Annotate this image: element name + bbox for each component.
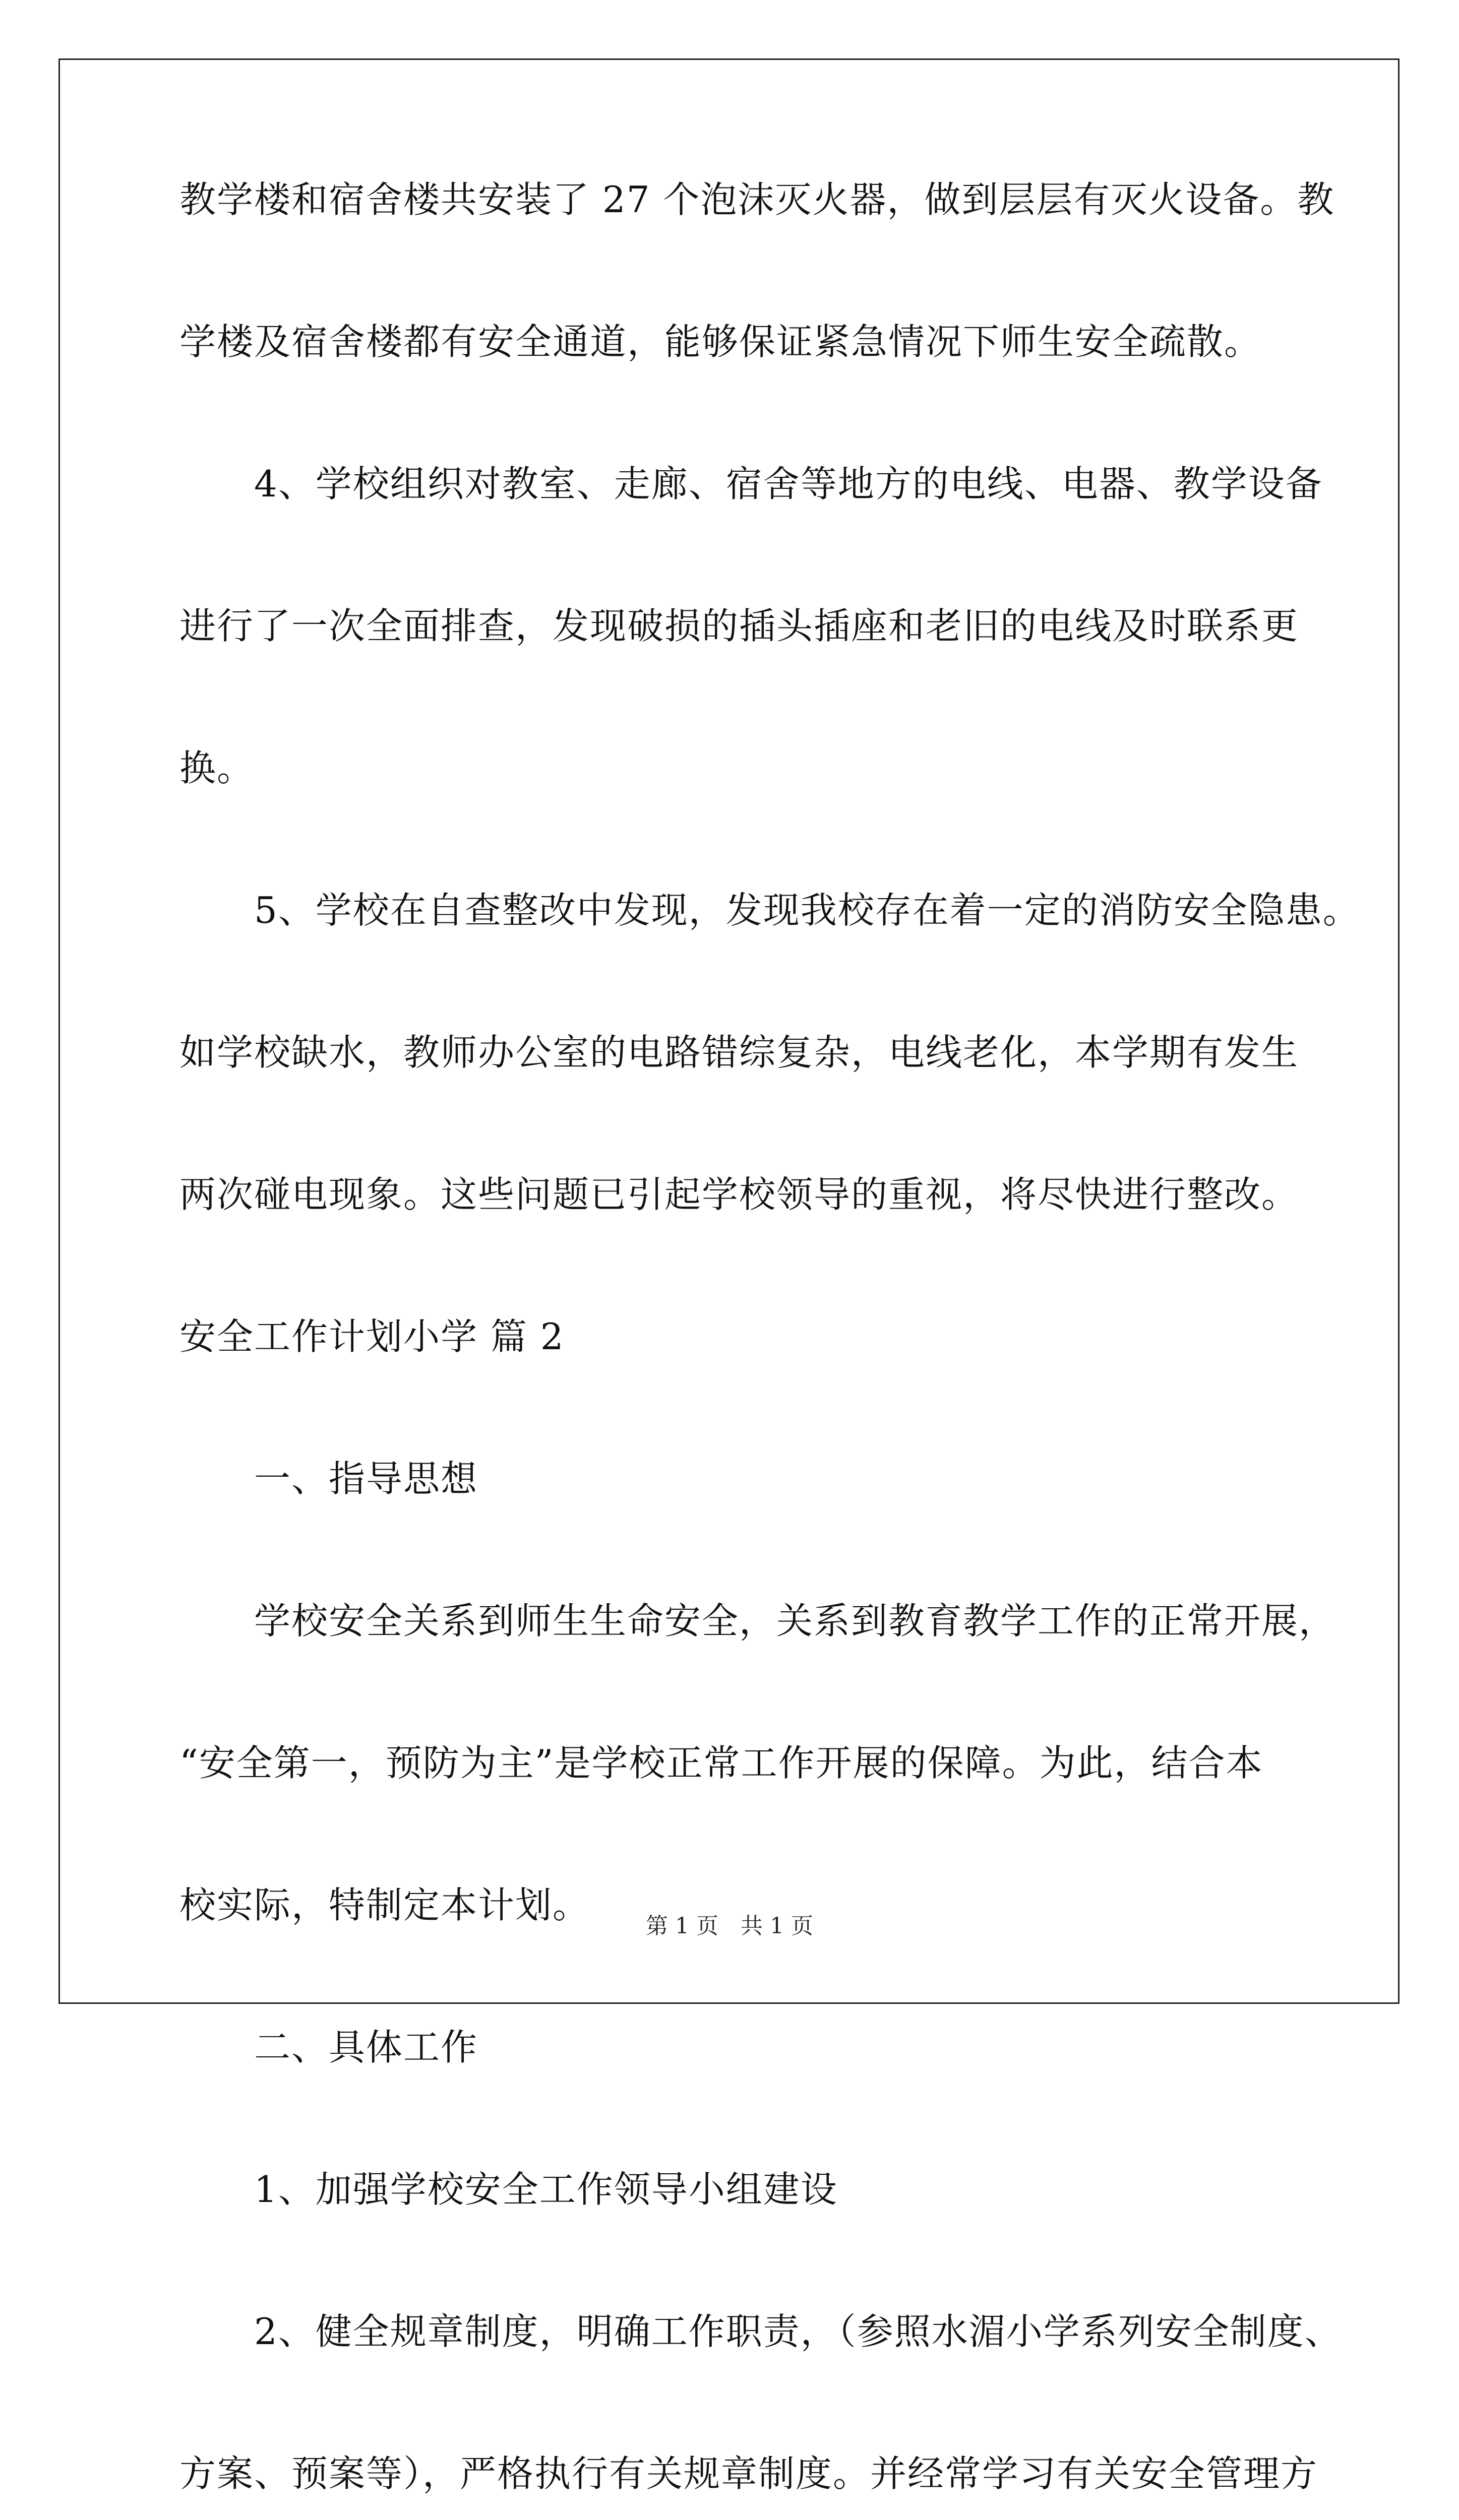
text-line-13: 校实际，特制定本计划。 xyxy=(179,1884,590,1926)
text-line-2: 学楼及宿舍楼都有安全通道，能够保证紧急情况下师生安全疏散。 xyxy=(179,321,1262,363)
text-line-14: 二、具体工作 xyxy=(179,2026,478,2068)
text-line-6: 5、学校在自查整改中发现，发现我校存在着一定的消防安全隐患。 xyxy=(179,889,1360,931)
text-line-1: 教学楼和宿舍楼共安装了 27 个泡沫灭火器，做到层层有灭火设备。教 xyxy=(179,178,1335,221)
text-line-17: 方案、预案等），严格执行有关规章制度。并经常学习有关安全管理方 xyxy=(179,2452,1318,2495)
text-line-3: 4、学校组织对教室、走廊、宿舍等地方的电线、电器、教学设备 xyxy=(179,463,1323,505)
text-line-11: 学校安全关系到师生生命安全，关系到教育教学工作的正常开展， xyxy=(179,1600,1336,1642)
page-number-footer: 第 1 页 共 1 页 xyxy=(646,1913,813,1939)
text-line-15: 1、加强学校安全工作领导小组建设 xyxy=(179,2168,838,2211)
document-body xyxy=(179,178,1360,2520)
text-line-12: “安全第一，预防为主”是学校正常工作开展的保障。为此，结合本 xyxy=(179,1742,1263,1784)
text-line-16: 2、健全规章制度，明确工作职责，（参照水湄小学系列安全制度、 xyxy=(179,2310,1342,2353)
section-heading: 安全工作计划小学 篇 2 xyxy=(179,1315,565,1358)
text-line-7: 如学校缺水，教师办公室的电路错综复杂，电线老化，本学期有发生 xyxy=(179,1031,1299,1074)
text-line-5: 换。 xyxy=(179,747,255,789)
text-line-8: 两次碰电现象。这些问题已引起学校领导的重视，将尽快进行整改。 xyxy=(179,1173,1299,1216)
text-line-4: 进行了一次全面排查，发现破损的插头插座和老旧的电线及时联系更 xyxy=(179,605,1299,647)
text-line-10: 一、指导思想 xyxy=(179,1458,478,1500)
